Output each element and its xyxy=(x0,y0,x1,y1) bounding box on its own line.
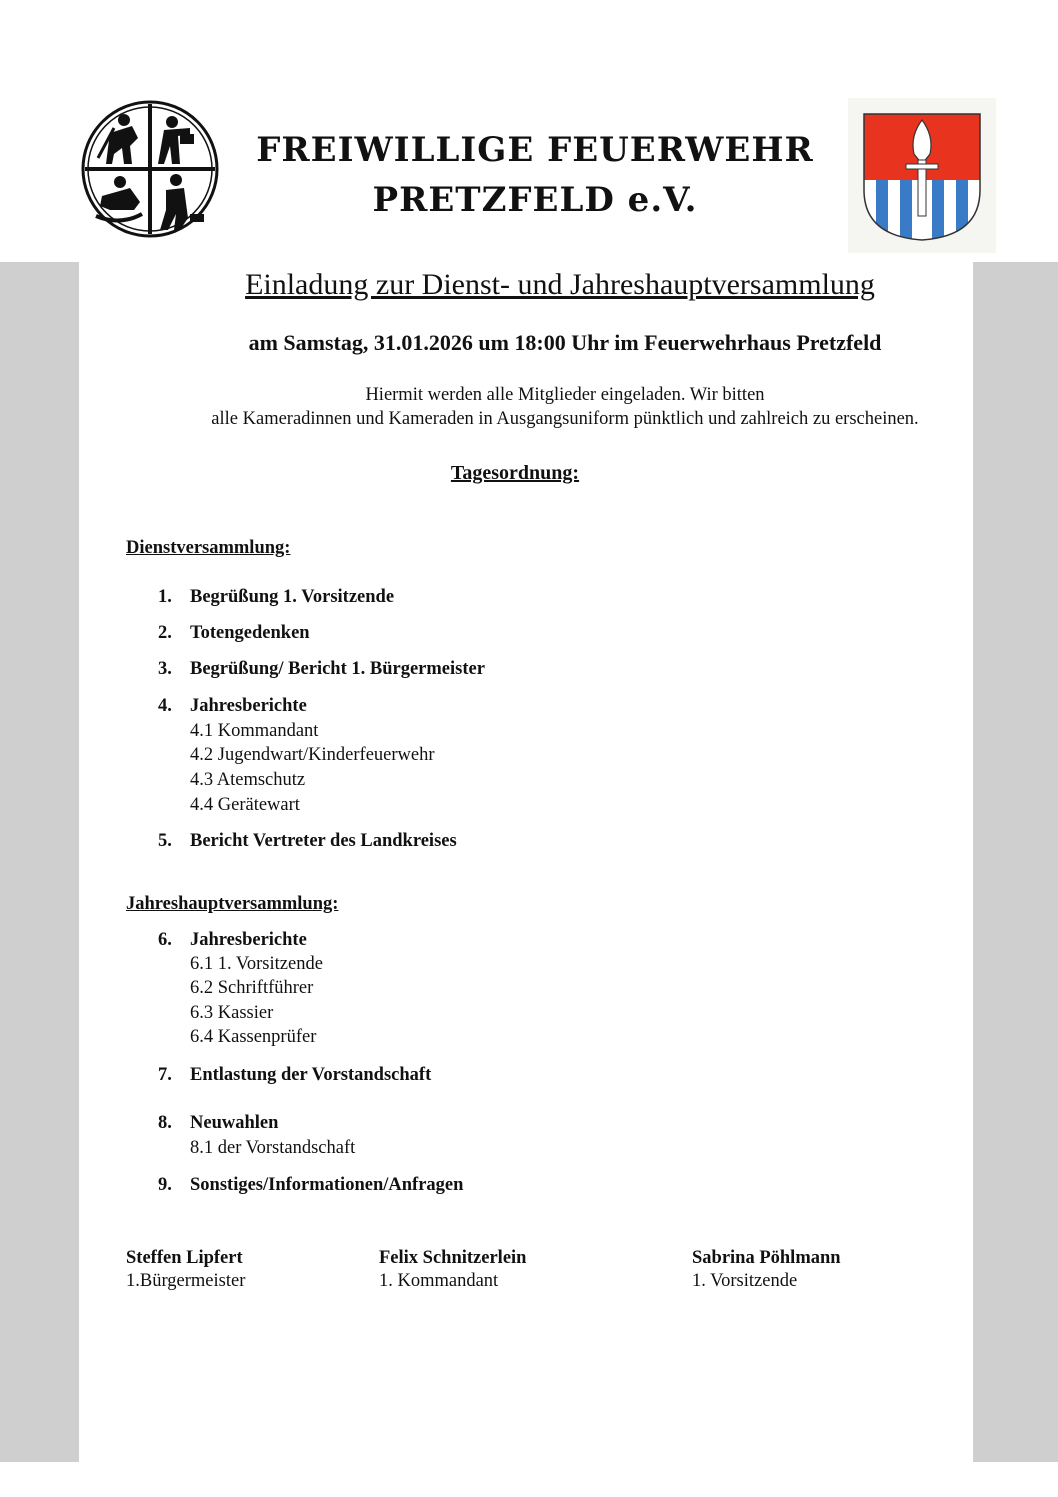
agenda-item-9 xyxy=(158,1175,463,1196)
agenda-subitem-4-3: 4.3 Atemschutz xyxy=(190,770,306,790)
agenda-item-3 xyxy=(158,659,485,680)
agenda-item-6 xyxy=(158,930,307,951)
fire-brigade-emblem-icon xyxy=(80,98,220,240)
intro-text-line1: Hiermit werden alle Mitglieder eingeladen. Wir bitten xyxy=(365,385,765,405)
right-gray-margin xyxy=(973,262,1058,1462)
agenda-subitem-6-4: 6.4 Kassenprüfer xyxy=(190,1027,317,1047)
agenda-item-label: Bericht Vertreter des Landkreises xyxy=(190,831,457,851)
agenda-item-number: 9. xyxy=(158,1175,172,1195)
agenda-subitem-4-4: 4.4 Gerätewart xyxy=(190,795,300,815)
jahreshauptversammlung-heading: Jahreshauptversammlung: xyxy=(126,894,339,914)
agenda-item-number: 4. xyxy=(158,696,172,716)
agenda-item-8 xyxy=(158,1113,278,1134)
signature-role: 1. Vorsitzende xyxy=(692,1271,798,1291)
invitation-title: Einladung zur Dienst- und Jahreshauptversammlung xyxy=(245,268,875,301)
agenda-item-number: 1. xyxy=(158,587,172,607)
intro-text-line2: alle Kameradinnen und Kameraden in Ausgangsuniform pünktlich und zahlreich zu erscheinen. xyxy=(211,409,919,429)
agenda-item-number: 3. xyxy=(158,659,172,679)
signature-role: 1. Kommandant xyxy=(379,1271,499,1291)
agenda-item-1 xyxy=(158,587,394,608)
agenda-subitem-6-2: 6.2 Schriftführer xyxy=(190,978,314,998)
invitation-subtitle: am Samstag, 31.01.2026 um 18:00 Uhr im Feuerwehrhaus Pretzfeld xyxy=(248,330,882,355)
agenda-item-7 xyxy=(158,1065,431,1086)
signature-block-mayor xyxy=(126,1248,245,1292)
agenda-item-label: Jahresberichte xyxy=(190,930,307,950)
agenda-subitem-6-3: 6.3 Kassier xyxy=(190,1003,274,1023)
agenda-subitem-4-2: 4.2 Jugendwart/Kinderfeuerwehr xyxy=(190,745,435,765)
agenda-item-label: Totengedenken xyxy=(190,623,310,643)
agenda-item-4 xyxy=(158,696,307,717)
left-gray-margin xyxy=(0,262,79,1462)
agenda-item-number: 7. xyxy=(158,1065,172,1085)
agenda-item-number: 2. xyxy=(158,623,172,643)
agenda-item-5 xyxy=(158,831,457,852)
agenda-item-2 xyxy=(158,623,310,644)
agenda-item-label: Entlastung der Vorstandschaft xyxy=(190,1065,432,1085)
agenda-heading: Tagesordnung: xyxy=(450,462,580,484)
agenda-item-number: 5. xyxy=(158,831,172,851)
signature-block-commander xyxy=(379,1248,526,1292)
signature-name: Felix Schnitzerlein xyxy=(379,1248,527,1268)
signature-name: Sabrina Pöhlmann xyxy=(692,1248,841,1268)
agenda-item-number: 8. xyxy=(158,1113,172,1133)
agenda-item-label: Begrüßung/ Bericht 1. Bürgermeister xyxy=(190,659,485,679)
agenda-subitem-8-1: 8.1 der Vorstandschaft xyxy=(190,1138,356,1158)
agenda-item-label: Neuwahlen xyxy=(190,1113,279,1133)
signature-name: Steffen Lipfert xyxy=(126,1248,243,1268)
agenda-item-label: Begrüßung 1. Vorsitzende xyxy=(190,587,395,607)
agenda-item-number: 6. xyxy=(158,930,172,950)
agenda-subitem-6-1: 6.1 1. Vorsitzende xyxy=(190,954,323,974)
dienstversammlung-heading: Dienstversammlung: xyxy=(126,538,291,558)
agenda-item-label: Jahresberichte xyxy=(190,696,307,716)
signature-role: 1.Bürgermeister xyxy=(126,1271,246,1291)
organization-name-line1: FREIWILLIGE FEUERWEHR xyxy=(256,130,814,170)
municipal-coat-of-arms-icon xyxy=(848,98,996,253)
signature-block-chairwoman xyxy=(692,1248,841,1292)
organization-name-line2: PRETZFELD e.V. xyxy=(372,180,698,220)
agenda-subitem-4-1: 4.1 Kommandant xyxy=(190,721,319,741)
agenda-item-label: Sonstiges/Informationen/Anfragen xyxy=(190,1175,464,1195)
